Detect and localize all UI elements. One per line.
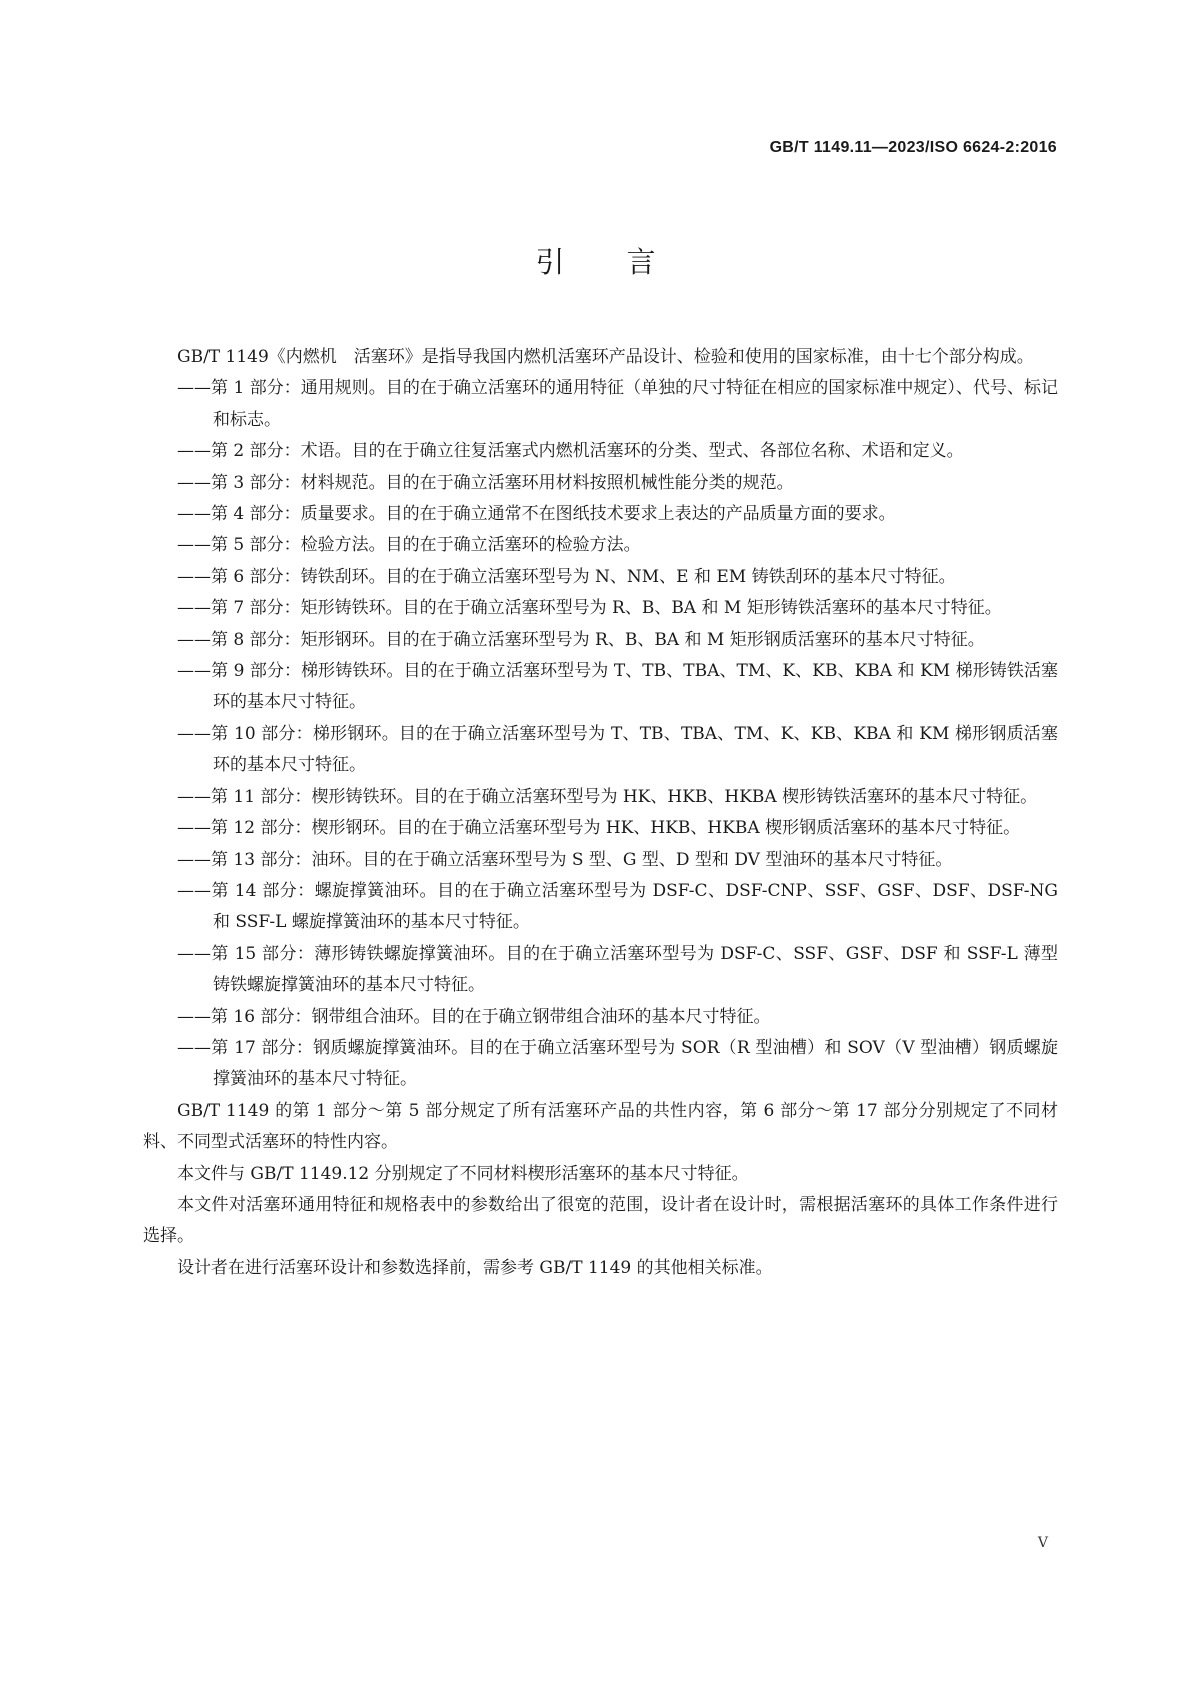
- introduction-body: [143, 342, 1058, 1284]
- part-list-item: ——第 5 部分：检验方法。目的在于确立活塞环的检验方法。: [177, 535, 641, 556]
- section-title: 引言: [535, 245, 718, 279]
- part-list-item: ——第 1 部分：通用规则。目的在于确立活塞环的通用特征（单独的尺寸特征在相应的国家标准中规定）、代号、标记和标志。: [177, 378, 1058, 430]
- part-list-item: ——第 2 部分：术语。目的在于确立往复活塞式内燃机活塞环的分类、型式、各部位名称、术语和定义。: [177, 441, 964, 462]
- closing-paragraph: GB/T 1149 的第 1 部分～第 5 部分规定了所有活塞环产品的共性内容，第 6 部分～第 17 部分分别规定了不同材料、不同型式活塞环的特性内容。: [143, 1100, 1058, 1153]
- part-list-item: ——第 9 部分：梯形铸铁环。目的在于确立活塞环型号为 T、TB、TBA、TM、K、KB、KBA 和 KM 梯形铸铁活塞环的基本尺寸特征。: [177, 661, 1058, 713]
- part-list-item: ——第 10 部分：梯形钢环。目的在于确立活塞环型号为 T、TB、TBA、TM、K、KB、KBA 和 KM 梯形钢质活塞环的基本尺寸特征。: [177, 723, 1058, 776]
- closing-paragraph: 本文件对活塞环通用特征和规格表中的参数给出了很宽的范围，设计者在设计时，需根据活塞环的具体工作条件进行选择。: [143, 1194, 1058, 1247]
- part-list-item: ——第 3 部分：材料规范。目的在于确立活塞环用材料按照机械性能分类的规范。: [177, 472, 794, 493]
- standard-number-header: GB/T 1149.11—2023/ISO 6624-2:2016: [769, 139, 1057, 156]
- part-list-item: ——第 4 部分：质量要求。目的在于确立通常不在图纸技术要求上表达的产品质量方面的要求。: [177, 504, 896, 525]
- intro-paragraph: GB/T 1149《内燃机 活塞环》是指导我国内燃机活塞环产品设计、检验和使用的国家标准，由十七个部分构成。: [177, 347, 1034, 367]
- part-list-item: ——第 17 部分：钢质螺旋撑簧油环。目的在于确立活塞环型号为 SOR（R 型油槽）和 SOV（V 型油槽）钢质螺旋撑簧油环的基本尺寸特征。: [177, 1037, 1058, 1090]
- part-list-item: ——第 15 部分：薄形铸铁螺旋撑簧油环。目的在于确立活塞环型号为 DSF-C、SSF、GSF、DSF 和 SSF-L 薄型铸铁螺旋撑簧油环的基本尺寸特征。: [177, 943, 1058, 996]
- part-list-item: ——第 16 部分：钢带组合油环。目的在于确立钢带组合油环的基本尺寸特征。: [177, 1006, 771, 1027]
- part-list-item: ——第 12 部分：楔形钢环。目的在于确立活塞环型号为 HK、HKB、HKBA 楔形钢质活塞环的基本尺寸特征。: [177, 818, 1021, 839]
- part-list-item: ——第 11 部分：楔形铸铁环。目的在于确立活塞环型号为 HK、HKB、HKBA 楔形铸铁活塞环的基本尺寸特征。: [177, 786, 1038, 807]
- part-list-item: ——第 13 部分：油环。目的在于确立活塞环型号为 S 型、G 型、D 型和 DV 型油环的基本尺寸特征。: [177, 849, 953, 870]
- part-list-item: ——第 7 部分：矩形铸铁环。目的在于确立活塞环型号为 R、B、BA 和 M 矩形铸铁活塞环的基本尺寸特征。: [177, 598, 1002, 619]
- part-list-item: ——第 14 部分：螺旋撑簧油环。目的在于确立活塞环型号为 DSF-C、DSF-CNP、SSF、GSF、DSF、DSF-NG 和 SSF-L 螺旋撑簧油环的基本尺寸特征。: [177, 880, 1058, 933]
- closing-paragraph: 设计者在进行活塞环设计和参数选择前，需参考 GB/T 1149 的其他相关标准。: [177, 1257, 773, 1278]
- part-list-item: ——第 6 部分：铸铁刮环。目的在于确立活塞环型号为 N、NM、E 和 EM 铸铁刮环的基本尺寸特征。: [177, 566, 956, 587]
- closing-paragraph: 本文件与 GB/T 1149.12 分别规定了不同材料楔形活塞环的基本尺寸特征。: [177, 1163, 749, 1184]
- page-number: V: [1037, 1535, 1048, 1551]
- part-list-item: ——第 8 部分：矩形钢环。目的在于确立活塞环型号为 R、B、BA 和 M 矩形钢质活塞环的基本尺寸特征。: [177, 629, 985, 650]
